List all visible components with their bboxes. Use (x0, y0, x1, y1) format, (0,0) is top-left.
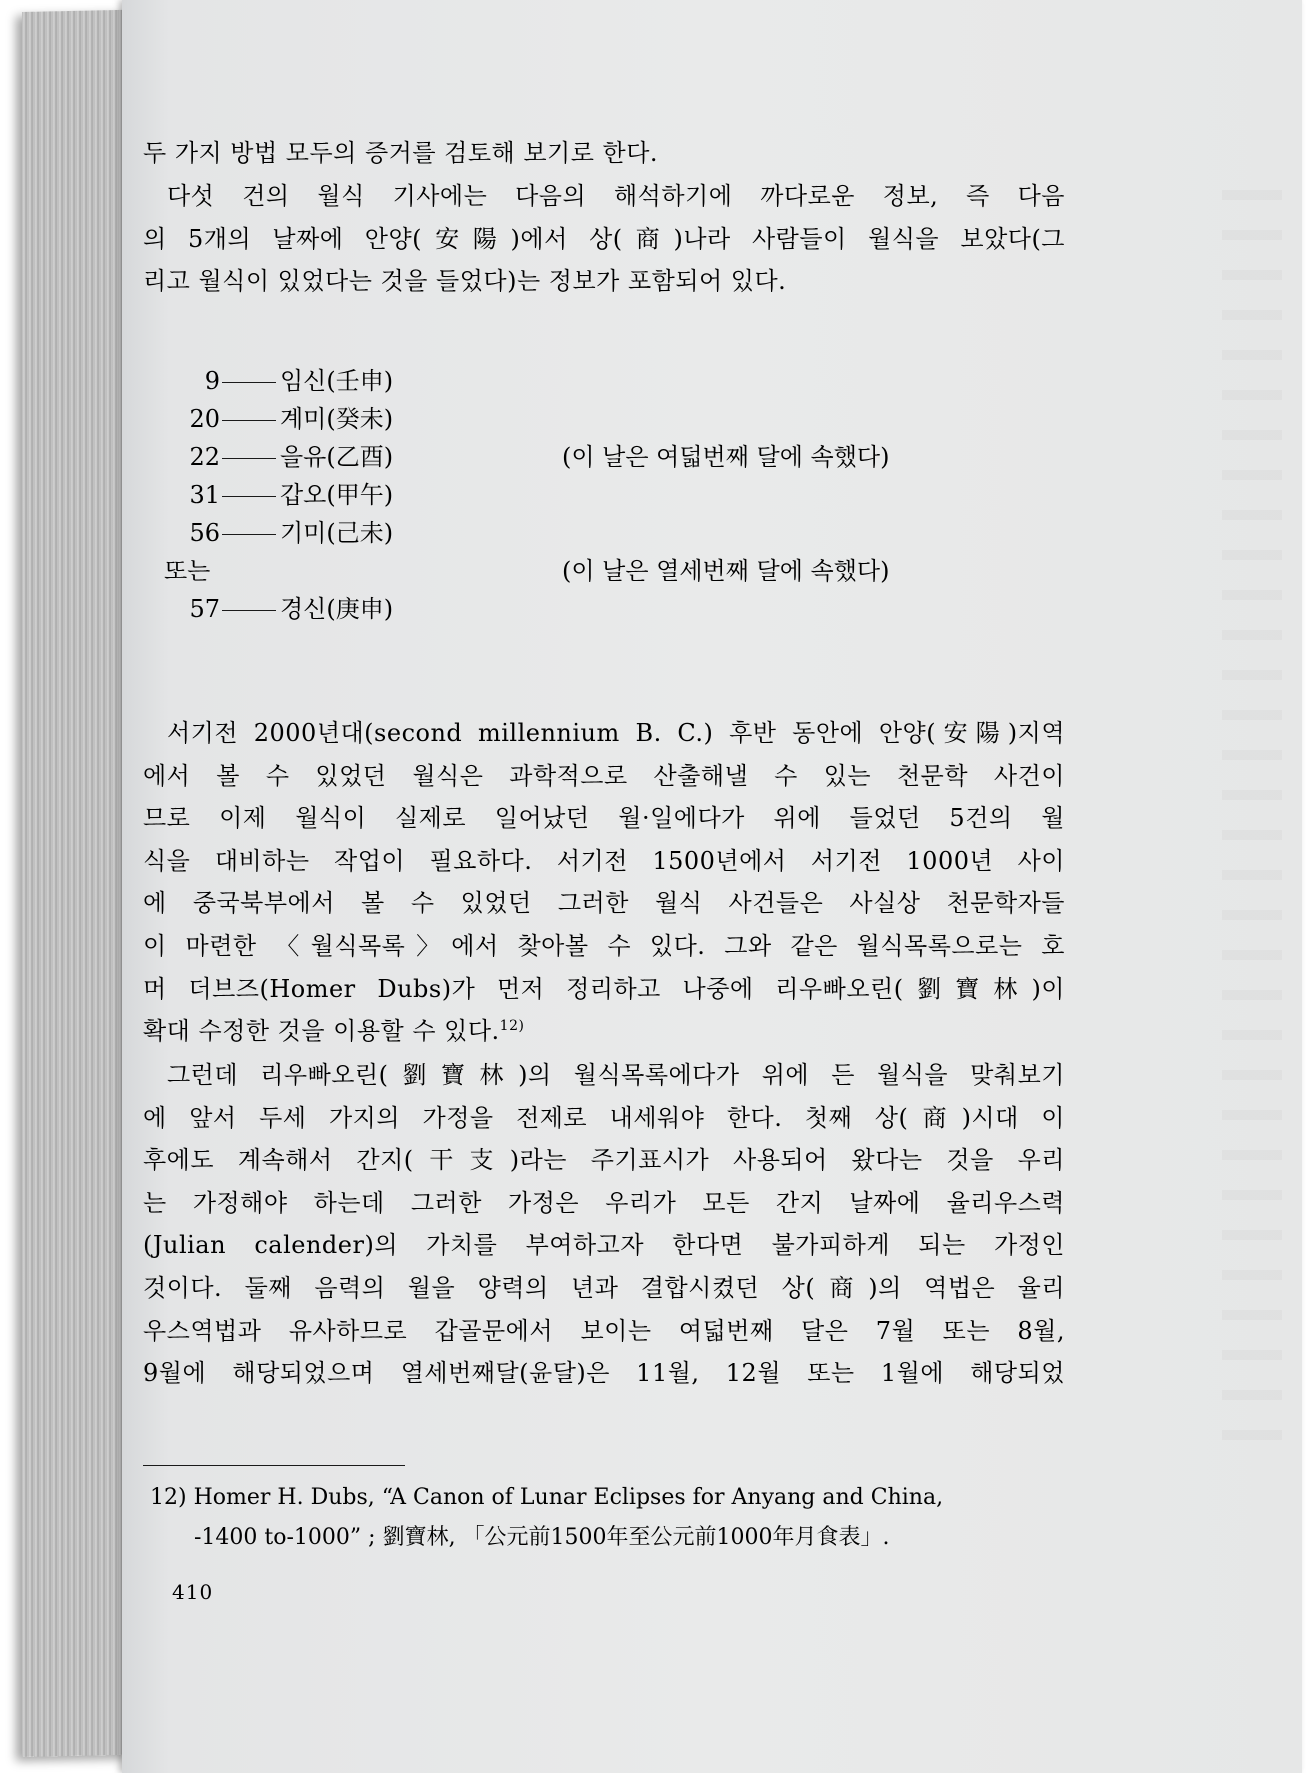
paragraph-3-line: 는 가정해야 하는데 그러한 가정은 우리가 모든 간지 날짜에 율리우스력 (143, 1188, 1065, 1217)
page-number: 410 (172, 1580, 214, 1604)
dash-rule (222, 382, 276, 383)
paragraph-2-line: 에서 볼 수 있었던 월식은 과학적으로 산출해낼 수 있는 천문학 사건이 (143, 761, 1065, 790)
paragraph-3-line: (Julian calender)의 가치를 부여하고자 한다면 불가피하게 되는 가정인 (143, 1231, 1065, 1260)
date-name: 계미(癸未) (280, 405, 394, 433)
paragraph-2-line: 에 중국북부에서 볼 수 있었던 그러한 월식 사건들은 사실상 천문학자들 (143, 889, 1065, 918)
bleed-through-shadow (1222, 160, 1282, 1460)
date-number: 56 (189, 519, 220, 547)
alt-note: (이 날은 열세번째 달에 속했다) (562, 557, 890, 585)
date-number: 9 (204, 367, 220, 395)
date-name: 임신(壬申) (280, 367, 394, 395)
date-row (160, 474, 393, 516)
paragraph-2-last-line (143, 1010, 1065, 1053)
date-row (160, 588, 393, 630)
date-row (160, 360, 393, 402)
date-name: 갑오(甲午) (280, 481, 394, 509)
date-number: 20 (189, 405, 220, 433)
date-name: 을유(乙酉) (280, 443, 394, 471)
intro-line: 두 가지 방법 모두의 증거를 검토해 보기로 한다. (143, 139, 659, 167)
paragraph-2-line: 식을 대비하는 작업이 필요하다. 서기전 1500년에서 서기전 1000년 사이 (143, 846, 1065, 875)
date-number: 31 (189, 481, 220, 509)
date-number: 22 (189, 443, 220, 471)
date-row (160, 512, 393, 554)
date-name: 경신(庚申) (280, 595, 394, 623)
paragraph-1-line: 의 5개의 날짜에 안양(安陽)에서 상(商)나라 사람들이 월식을 보았다(그 (143, 224, 1065, 253)
footnote (150, 1478, 1065, 1558)
paragraph-3 (143, 1054, 1065, 1395)
paragraph-2-line: 이 마련한 〈월식목록〉에서 찾아볼 수 있다. 그와 같은 월식목록으로는 호 (143, 931, 1065, 960)
footnote-line (150, 1478, 1065, 1518)
footnote-ref: 12) (499, 1018, 525, 1035)
book-page-edges (22, 10, 132, 1757)
paragraph-3-line: 것이다. 둘째 음력의 월을 양력의 년과 결합시켰던 상(商)의 역법은 율리 (143, 1273, 1065, 1302)
paragraph-1 (143, 175, 1065, 303)
alt-label: 또는 (164, 557, 211, 585)
paragraph-2-line: 므로 이제 월식이 실제로 일어났던 월·일에다가 위에 들었던 5건의 월 (143, 804, 1065, 833)
paragraph-1-line: 리고 월식이 있었다는 것을 들었다)는 정보가 포함되어 있다. (143, 267, 787, 296)
dash-rule (222, 458, 276, 459)
alt-row (160, 550, 890, 592)
footnote-divider (143, 1465, 405, 1466)
paragraph-2-last-text: 확대 수정한 것을 이용할 수 있다. (143, 1017, 500, 1046)
date-name: 기미(己未) (280, 519, 394, 547)
dash-rule (222, 610, 276, 611)
footnote-text: Homer H. Dubs, “A Canon of Lunar Eclipses for Anyang and China, (193, 1485, 944, 1510)
footnote-line: -1400 to-1000” ; 劉寶林, 「公元前1500年至公元前1000年月食表」. (194, 1525, 890, 1550)
footnote-marker: 12) (150, 1485, 187, 1510)
paragraph-2-line: 머 더브즈(Homer Dubs)가 먼저 정리하고 나중에 리우빠오린(劉寶林)이 (143, 974, 1065, 1003)
date-note: (이 날은 여덟번째 달에 속했다) (562, 443, 890, 471)
date-row (160, 398, 393, 440)
paragraph-1-line: 다섯 건의 월식 기사에는 다음의 해석하기에 까다로운 정보, 즉 다음 (167, 182, 1065, 210)
paragraph-3-line: 9월에 해당되었으며 열세번째달(윤달)은 11월, 12월 또는 1월에 해당되었 (143, 1359, 1065, 1388)
date-row (160, 436, 890, 478)
paragraph-2 (143, 712, 1065, 1053)
date-number: 57 (189, 595, 220, 623)
intro-paragraph (143, 132, 1065, 175)
paragraph-3-line: 그런데 리우빠오린(劉寶林)의 월식목록에다가 위에 든 월식을 맞춰보기 (167, 1061, 1065, 1089)
paragraph-3-line: 에 앞서 두세 가지의 가정을 전제로 내세워야 한다. 첫째 상(商)시대 이 (143, 1103, 1065, 1132)
dash-rule (222, 420, 276, 421)
paragraph-3-line: 우스역법과 유사하므로 갑골문에서 보이는 여덟번째 달은 7월 또는 8월, (143, 1316, 1065, 1345)
dash-rule (222, 496, 276, 497)
paragraph-3-line: 후에도 계속해서 간지(干支)라는 주기표시가 사용되어 왔다는 것을 우리 (143, 1146, 1065, 1175)
paragraph-2-line: 서기전 2000년대(second millennium B. C.) 후반 동안에 안양(安陽)지역 (167, 719, 1065, 747)
dash-rule (222, 534, 276, 535)
